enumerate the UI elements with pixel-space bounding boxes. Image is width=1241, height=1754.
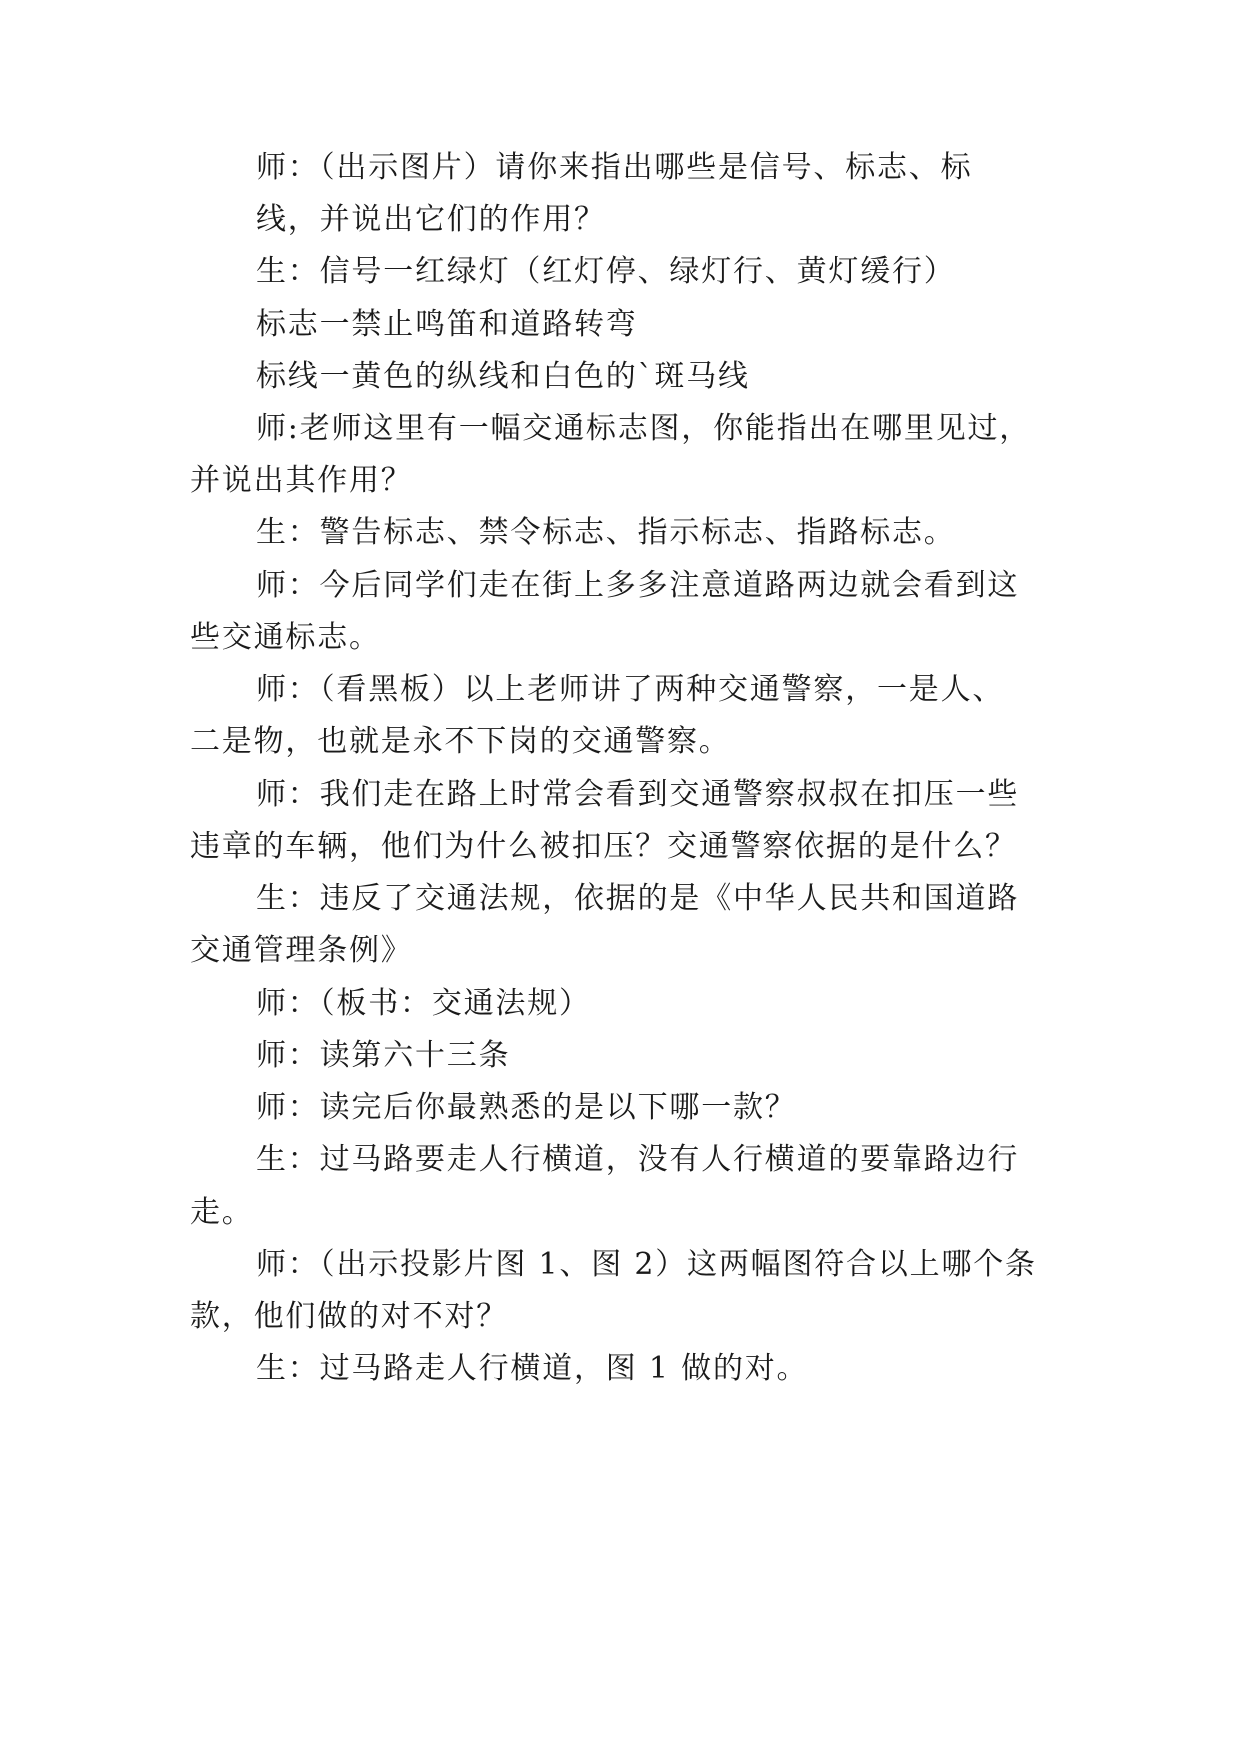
text-line: 师:老师这里有一幅交通标志图，你能指出在哪里见过， <box>256 411 1032 446</box>
text-line: 师：（出示图片）请你来指出哪些是信号、标志、标 <box>256 150 973 185</box>
text-line: 师：（出示投影片图 1、图 2）这两幅图符合以上哪个条 <box>256 1247 1037 1282</box>
text-line: 生：信号一红绿灯（红灯停、绿灯行、黄灯缓行） <box>256 254 956 289</box>
text-line: 线，并说出它们的作用？ <box>256 202 606 237</box>
text-line: 师：（看黑板）以上老师讲了两种交通警察，一是人、 <box>256 672 1005 707</box>
text-line: 违章的车辆，他们为什么被扣压？交通警察依据的是什么？ <box>190 829 1017 864</box>
text-line: 生：违反了交通法规，依据的是《中华人民共和国道路 <box>256 881 1020 916</box>
text-line: 师：读完后你最熟悉的是以下哪一款？ <box>256 1090 797 1125</box>
text-line: 师：今后同学们走在街上多多注意道路两边就会看到这 <box>256 568 1020 603</box>
text-line: 师：（板书：交通法规） <box>256 986 591 1021</box>
text-line: 生：过马路要走人行横道，没有人行横道的要靠路边行 <box>256 1142 1020 1177</box>
text-line: 标线一黄色的纵线和白色的`斑马线 <box>256 359 750 394</box>
text-line: 款，他们做的对不对？ <box>190 1299 508 1334</box>
text-line: 走。 <box>190 1195 254 1230</box>
text-line: 生：过马路走人行横道，图 1 做的对。 <box>256 1351 809 1386</box>
text-line: 些交通标志。 <box>190 620 381 655</box>
text-line: 交通管理条例》 <box>190 933 413 968</box>
text-line: 并说出其作用？ <box>190 463 413 498</box>
text-line: 师：读第六十三条 <box>256 1038 511 1073</box>
text-line: 标志一禁止鸣笛和道路转弯 <box>256 307 638 342</box>
text-line: 师：我们走在路上时常会看到交通警察叔叔在扣压一些 <box>256 777 1020 812</box>
text-line: 二是物，也就是永不下岗的交通警察。 <box>190 724 731 759</box>
text-line: 生：警告标志、禁令标志、指示标志、指路标志。 <box>256 515 956 550</box>
